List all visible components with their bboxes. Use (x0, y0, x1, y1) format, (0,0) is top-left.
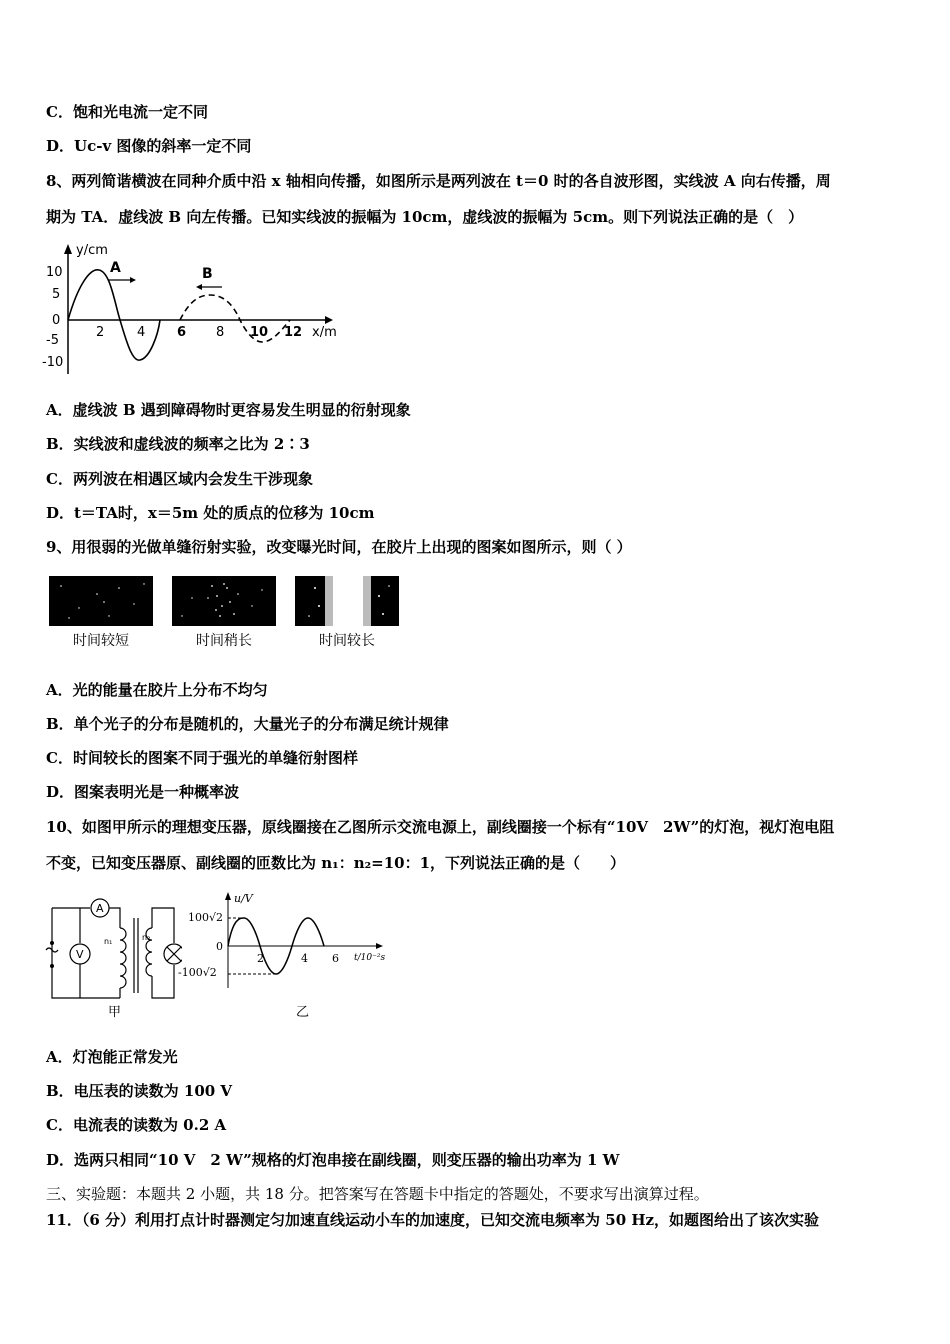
q10-option-d: D．选两只相同“10 V 2 W”规格的灯泡串接在副线圈，则变压器的输出功率为 1 W (46, 1151, 620, 1169)
q10-voltage-graph (178, 888, 398, 1023)
voltage-xtick-6: 6 (332, 952, 339, 965)
q9-option-c: C．时间较长的图案不同于强光的单缝衍射图样 (46, 749, 358, 767)
film-long-exposure (295, 576, 399, 626)
q8-wave-graph (40, 240, 350, 380)
q10-transformer-circuit (42, 888, 182, 1023)
section-3-heading: 三、实验题：本题共 2 小题，共 18 分。把答案写在答题卡中指定的答题处，不要求写出演算过程。 (46, 1185, 709, 1203)
q8-ytick-10: 10 (46, 265, 63, 280)
q8-stem-line1: 8、两列简谐横波在同种介质中沿 x 轴相向传播，如图所示是两列波在 t＝0 时的各自波形图，实线波 A 向右传播，周 (46, 172, 831, 190)
q9-option-a: A．光的能量在胶片上分布不均匀 (46, 681, 268, 699)
voltage-xlabel: t/10⁻²s (354, 953, 386, 963)
q7-option-d: D．Uc-v 图像的斜率一定不同 (46, 137, 252, 155)
q7-option-c: C．饱和光电流一定不同 (46, 103, 208, 121)
q8-xtick-6: 6 (177, 325, 187, 340)
q8-xtick-12: 12 (284, 325, 303, 340)
circuit-caption: 甲 (108, 1005, 122, 1020)
wave-b-curve (180, 295, 290, 342)
film-caption-short: 时间较短 (73, 633, 129, 649)
q8-ytick-0: 0 (52, 313, 61, 328)
graph-caption: 乙 (296, 1005, 310, 1020)
voltage-ylabel: u/V (234, 892, 253, 905)
film-caption-long: 时间较长 (319, 633, 375, 649)
ammeter-symbol: A (96, 902, 104, 915)
q9-stem: 9、用很弱的光做单缝衍射实验，改变曝光时间，在胶片上出现的图案如图所示，则（ ） (46, 538, 632, 556)
primary-coil-label: n₁ (104, 937, 113, 946)
q8-option-b: B．实线波和虚线波的频率之比为 2∶3 (46, 435, 310, 453)
film-caption-medium: 时间稍长 (196, 633, 252, 649)
wave-a-curve (68, 270, 160, 360)
q8-xtick-2: 2 (96, 325, 105, 340)
q8-xtick-4: 4 (137, 325, 146, 340)
voltage-ytick-top: 100√2 (188, 911, 224, 924)
q8-option-a: A．虚线波 B 遇到障碍物时更容易发生明显的衍射现象 (46, 401, 411, 419)
q10-stem-line2: 不变，已知变压器原、副线圈的匝数比为 n₁：n₂=10：1，下列说法正确的是（ ） (46, 854, 626, 872)
q10-stem-line1: 10、如图甲所示的理想变压器，原线圈接在乙图所示交流电源上，副线圈接一个标有“10V 2W”的灯泡，视灯泡电阻 (46, 818, 835, 836)
voltmeter-symbol: V (76, 948, 84, 961)
q8-ytick-5: 5 (52, 287, 61, 302)
voltage-ytick-zero: 0 (216, 940, 223, 953)
q8-stem-line2: 期为 TA．虚线波 B 向左传播。已知实线波的振幅为 10cm，虚线波的振幅为 5cm。则下列说法正确的是（ ） (46, 208, 804, 226)
voltage-xtick-2: 2 (257, 952, 264, 965)
wave-b-label: B (202, 266, 213, 282)
q10-option-c: C．电流表的读数为 0.2 A (46, 1116, 227, 1134)
voltage-xtick-4: 4 (301, 952, 308, 965)
q9-option-b: B．单个光子的分布是随机的，大量光子的分布满足统计规律 (46, 715, 449, 733)
q8-xtick-8: 8 (216, 325, 225, 340)
q8-option-d: D．t＝TA时，x＝5m 处的质点的位移为 10cm (46, 504, 375, 522)
film-short-exposure (49, 576, 153, 626)
q8-ytick-neg5: -5 (46, 333, 59, 348)
q8-option-c: C．两列波在相遇区域内会发生干涉现象 (46, 470, 313, 488)
q8-xlabel: x/m (312, 325, 337, 340)
q8-ytick-neg10: -10 (42, 355, 64, 370)
q10-option-a: A．灯泡能正常发光 (46, 1048, 178, 1066)
voltage-ytick-bottom: -100√2 (178, 966, 217, 979)
q10-option-b: B．电压表的读数为 100 V (46, 1082, 233, 1100)
film-medium-exposure (172, 576, 276, 626)
q11-stem: 11．（6 分）利用打点计时器测定匀加速直线运动小车的加速度，已知交流电频率为 50 Hz，如题图给出了该次实验 (46, 1211, 820, 1229)
q9-option-d: D．图案表明光是一种概率波 (46, 783, 240, 801)
q8-xtick-10: 10 (250, 325, 269, 340)
secondary-coil-label: n₂ (142, 933, 151, 942)
wave-a-label: A (110, 260, 121, 276)
q8-ylabel: y/cm (76, 243, 108, 258)
